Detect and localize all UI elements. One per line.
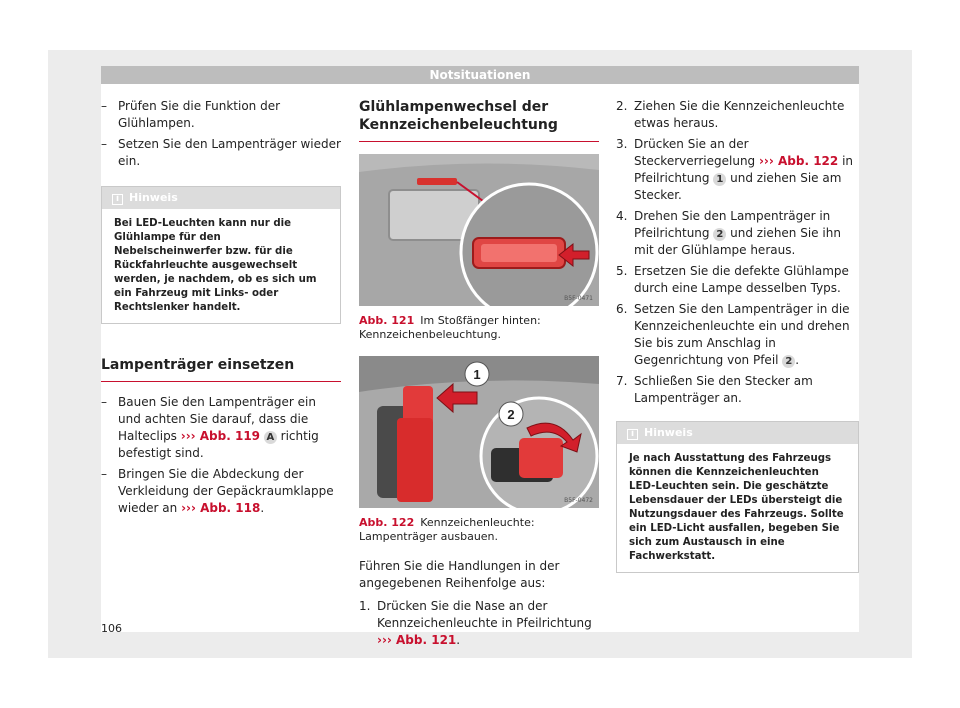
list-item: 6. Setzen Sie den Lampenträger in die Kennzeichenleuchte ein und drehen Sie bis zum Anschlag in Gegenrichtung von Pfeil 2 . [616,302,850,367]
page-number: 106 [101,622,122,635]
list-item: – Bauen Sie den Lampenträger ein und achten Sie darauf, dass die Halteclips ››› Abb. 119 A richtig befestigt sind. [101,394,341,462]
info-icon: i [112,194,123,205]
note-text: Bei LED-Leuchten kann nur die Glühlampe für den Nebelscheinwerfer bzw. für die Rückfahrleuchte ausgewechselt werden, je nachdem, ob es sich um ein Fahrzeug mit Links- oder Rechtslenker handelt. [114,218,317,313]
callout-2: 2 [507,407,515,422]
chapter-header: Notsituationen [101,66,859,84]
intro-text: Führen Sie die Handlungen in der angegebenen Reihenfolge aus: [359,559,560,590]
figure-label: Abb. 122 [359,516,415,529]
figure-label: Abb. 121 [359,314,415,327]
section-title: Glühlampenwechsel der Kennzeichenbeleuchtung [359,98,599,142]
callout-badge: A [264,431,277,444]
figure-122 [359,356,599,508]
section-title: Lampenträger einsetzen [101,356,341,382]
figure-link[interactable]: ››› Abb. 122 [758,154,839,168]
list-item: 2. Ziehen Sie die Kennzeichenleuchte etwas heraus. [616,99,845,130]
column-middle [359,98,599,653]
figure-121 [359,154,599,306]
list-item: 4. Drehen Sie den Lampenträger in Pfeilrichtung 2 und ziehen Sie ihn mit der Glühlampe heraus. [616,209,841,257]
bumper-illustration [359,154,599,306]
figure-link[interactable]: ››› Abb. 118 [181,501,261,515]
column-right [616,98,859,573]
note-header [617,422,858,444]
note-title: Hinweis [129,191,178,204]
figure-link[interactable]: ››› Abb. 119 [180,429,261,443]
list-item: – Bringen Sie die Abdeckung der Verkleidung der Gepäckraumklappe wieder an ››› Abb. 118. [101,466,341,517]
figure-code: B5F-0472 [564,497,593,504]
lamp-holder-illustration [359,356,599,508]
callout-1: 1 [473,367,481,382]
note-box [616,421,859,573]
list-item: 1. Drücken Sie die Nase an der Kennzeichenleuchte in Pfeilrichtung ››› Abb. 121. [359,599,592,647]
callout-badge: 2 [782,355,795,368]
note-title: Hinweis [644,426,693,439]
figure-code: B5F-0471 [564,295,593,302]
figure-caption: Abb. 121 Im Stoßfänger hinten: Kennzeichenbeleuchtung. [359,314,541,341]
list-item: – Setzen Sie den Lampenträger wieder ein. [101,136,341,170]
figure-link[interactable]: ››› Abb. 121 [377,633,457,647]
callout-badge: 2 [713,228,726,241]
figure-caption: Abb. 122 Kennzeichenleuchte: Lampenträger ausbauen. [359,516,535,543]
list-item: 7. Schließen Sie den Stecker am Lampenträger an. [616,374,813,405]
callout-badge: 1 [713,173,726,186]
note-header [102,187,340,209]
info-icon: i [627,429,638,440]
list-item: 5. Ersetzen Sie die defekte Glühlampe durch eine Lampe desselben Typs. [616,264,849,295]
note-text: Je nach Ausstattung des Fahrzeugs können die Kennzeichenleuchten LED-Leuchten sein. Die geschätzte Lebensdauer der LEDs übersteigt die Nutzungsdauer des Fahrzeugs. Sollte ein LED-Licht ausfallen, begeben Sie sich zum Austausch in eine Fachwerkstatt. [629,453,844,562]
list-item: – Prüfen Sie die Funktion der Glühlampen. [101,98,341,132]
list-item: 3. Drücken Sie an der Steckerverriegelung ››› Abb. 122 in Pfeilrichtung 1 und ziehen Sie am Stecker. [616,137,854,202]
column-left [101,98,341,521]
note-box [101,186,341,324]
